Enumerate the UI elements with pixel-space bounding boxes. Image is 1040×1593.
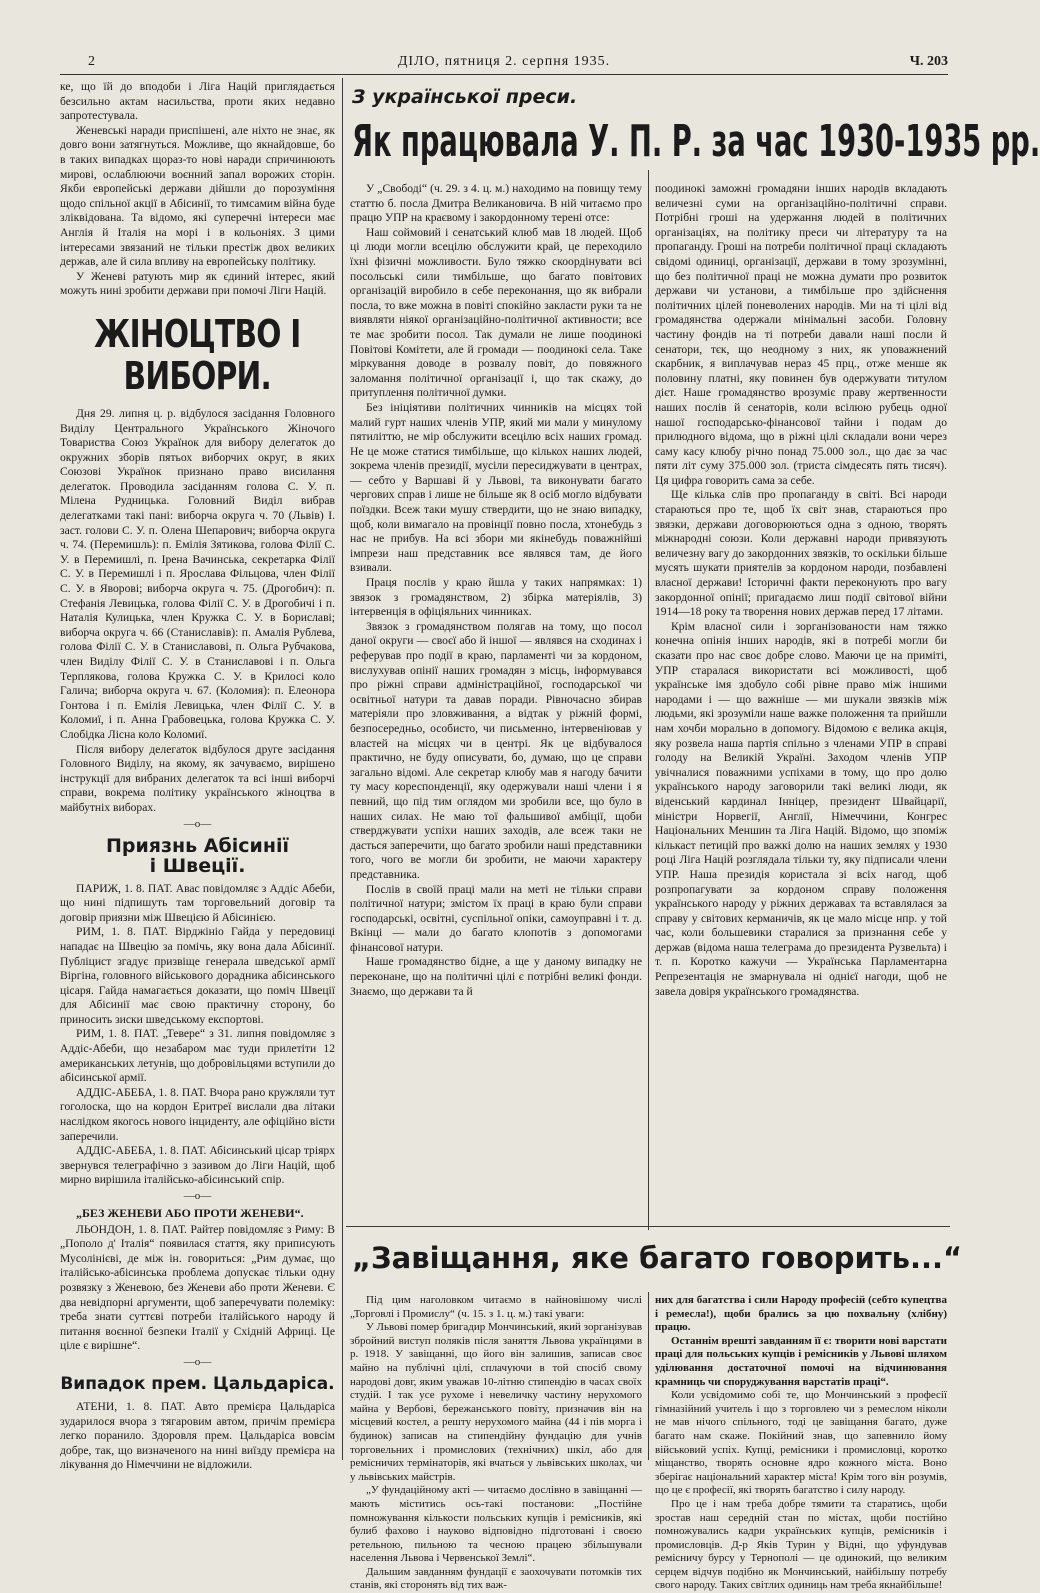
paragraph: АДДІС-АБЕБА, 1. 8. ПАТ. Абісинський цісар тріярх звернувся телеграфічно з зазивом до Ліги Націй, щоб мирно вирішила італійсько-абісинський спір. (60, 1144, 335, 1187)
column-rule-middle (648, 170, 649, 1230)
paragraph: Дня 29. липня ц. р. відбулося засідання Головного Виділу Центрального Українського Жіночого Товариства Союз Українок для вибору делегаток до окружних зборів пятьох виборчих округ, в яких Союзові Українок признано право висилання делегаток. Проводила засіданням голова С. У. п. Мілена Рудницька. Головний Виділ вибрав делегатками такі пані: виборча округа ч. 70 (Львів) І. заст. голови С. У. п. Олена Шепарович; виборча округа ч. 74. (Перемишль): п. Емілія Зятикова, голова Філії С. У. в Перемишлі, п. Ірена Вачинська, секретарка Філії С. У. в Перемишлі і п. Ярослава Фільцова, член Філії С. У. в Яворові; виборча округа ч. 75. (Дрогобич): п. Стефанія Левицька, голова Філії С. У. в Дрогобичі і п. Наталія Кулицька, член Кружка С. У. в Бориславі; виборча округа ч. 66 (Станиславів): п. Амалія Рублева, голова Філії С. У. в Станиславові, п. Ольга Рубчакова, член Виділу Філії С. У. в Станиславові і п. Ольга Терплякова, голова Кружка С. У. в Крилосі коло Галича; виборча округа ч. 67. (Коломия): п. Елеонора Гонтова і п. Емілія Левицька, член Філії С. У. в Коломиї, і п. Анна Грабовецька, голова Кружка С. У. Слобідка Лісна коло Коломиї. (60, 406, 335, 741)
geneva-notes-article (60, 80, 335, 299)
accident-article (60, 1400, 335, 1473)
separator: —o— (183, 1190, 212, 1202)
paragraph: Наш соймовий і сенатський клюб мав 18 людей. Щоб ці люди могли всецілю обслужити край, це переходило їхні фізичні можливости. Було тяжко скоордінувати всі посольські сили тимбільше, що багато повітових організацій виробило в себе переконання, що як вибрали посла, то вже можна в повіті спокійно закласти руки та не виявляти ніякої організаційно-політичної активности; все те має зробити посол. Так думали не лише поодинокі Повітові Комітети, але й громади — поодинокі села. Таке міркування доводе в розвалу повіт, до повяжного заломання політичної організації і, що так скажу, до притуплення політичної думки. (350, 225, 642, 400)
upr-kicker: З української преси. (352, 86, 578, 108)
header-rule (60, 74, 948, 75)
geneva-article (60, 1223, 335, 1354)
page-number: 2 (88, 54, 95, 69)
paragraph: Про це і нам треба добре тямити та старатись, щоби зростав наш середній стан по містах, щоби постійно помножувались кадри українських купців, ремісників і промисловців. Д-р Яків Турин у Відні, що уфундував ремісничу бурсу у Тернополі — це одинокий, що великим серцем відчув подібно як Мончинський, найбільшу потребу свого народу. Таких світлих одиниць нам треба якнайбільше! (655, 1497, 947, 1592)
paragraph: Послів в своїй праці мали на меті не тільки справи політичної натури; змістом їх праці в краю були справи господарські, освітні, суспільної опіки, самоуправні і т. д. Вкінці — мали до багато клопотів з допомогами фінансової натури. (350, 882, 642, 954)
section-rule (346, 1226, 950, 1227)
separator: —o— (183, 817, 212, 830)
paragraph: поодинокі заможні громадяни інших народів вкладають величезні суми на організаційно-політичні справи. Потрібні гроші на удержання людей в політичних організаціях, на політику преси чи літературу та на пропаганду. Гроші на потреби політичної праці складають свідомі одиниці, організації, держави в тому зрозумінні, що без політичної праці не можна думати про розвиток держави чи установи, а тимбільше про здійснення політичних цілей поневолених народів. Ми на ті цілі від громадянства одержали мінімальні засоби. Головну частину фондів на ті потреби давали наші посли й сенатори, тєк, що неодному з них, як уповажнений скарбник, я виплачував нераз 45 прц., отже менше як половину платні, яку повинен був одержувати титулом дієт. Наше громадянство врозуміє праву жертвенности наших послів й сенаторів, коли всілюю рубець одної нашої господарсько-фінансової тайни і подам до прилюдного відома, що в ріжні цілі складали вони через саму касу клюбу річно понад 75.000 зол., що дає за час пяти літ суму 375.000 зол. (триста сімдесять пять тисяч). Ця цифра говорить сама за себе. (655, 182, 947, 487)
paragraph: Коли усвідомимо собі те, що Мончинський з професії гімназійний учитель і що з торговлею чи з ремеслом ніколи не мав нічого спільного, тоді це завіщання багато, дуже багато нам скаже. Покійний знав, що запевнило йому військовий успіх. Купці, ремісники і промисловці, коротко міщанство, творять основне ядро кожного міста. Воно зберігає національний характер міста! Крім того він розумів, що це є професії, які творять багатство і силу народу. (655, 1389, 947, 1497)
upr-headline-box (352, 116, 1040, 176)
women-headline: ЖІНОЦТВО І ВИБОРИ. (94, 311, 301, 398)
paragraph: АДДІС-АБЕБА, 1. 8. ПАТ. Вчора рано кружляли тут гоголоска, що на кордон Еритреї вислали два літаки наслідком якогось нового інциденту, але офіційно вісти заперечили. (60, 1085, 335, 1143)
upr-headline: Як працювала У. П. Р. за час 1930-1935 рр. (352, 116, 1040, 167)
paragraph: Дальшим завданням фундації є заохочувати потомків тих станів, які сторонять від тих важ- (350, 1565, 642, 1592)
testament-column-right (655, 1294, 947, 1592)
paragraph: Без ініціятиви політичних чинників на місцях той малий гурт наших членів УПР, який ми мали у минулому пятиліттю, не мір обслужити всецілю всіх наших громад. Не це може статися тимбільше, що кількох наших людей, зокрема членів президії, мусіли пересиджувати в центрах, — себто у Варшаві й у Львові, та виконувати багато чергових справ і лише не більше як 8 осіб могло відбувати поїздки. Всеж таки мушу ствердити, що не знаю випадку, щоб, коли вимагало на провінції повно посла, хтонебудь з нас не прибув. На всі збори ми якінебудь поважнійші імпрези наш представник все являвся там, де його взивали. (350, 400, 642, 575)
abyssinia-headline (60, 836, 335, 876)
testament-headline: „Завіщання, яке багато говорить...“ (352, 1241, 963, 1275)
accident-headline: Випадок прем. Цальдаріса. (60, 1373, 335, 1394)
paragraph: У „Свободі“ (ч. 29. з 4. ц. м.) находимо на повищу тему статтю б. посла Дмитра Великановича. В ній читаємо про працю УПР на краєвому і закордонному терені отсе: (350, 182, 642, 225)
geneva-subhead: „БЕЗ ЖЕНЕВИ АБО ПРОТИ ЖЕНЕВИ“. (76, 1206, 304, 1220)
paragraph: них для багатства і сили Народу професій (себто купецтва і ремесла!), щоби брались за цю похвальну (хлібну) працю. (655, 1294, 947, 1334)
headline-line: Приязнь Абісинії (105, 834, 290, 857)
headline-line: і Швеції. (149, 854, 246, 877)
paragraph: РИМ, 1. 8. ПАТ. Вірджініо Гайда у передовиці нападає на Швецію за помічь, яку вона дала Абісинії. Публіцист згадує призвіще генерала шведської армії Віргіна, головного військового дорадника абісинського цісаря. Гайда намагається доказати, що поміч Швеції для Абісинії має свою практичну сторону, бо приносить зиски шведському експортові. (60, 925, 335, 1026)
paragraph: Ще кілька слів про пропаганду в світі. Всі народи стараються про те, щоб їх світ знав, стараються про звязки, держави договорюються одна з одною, творять міжнародні союзи. Коли державні народи привязують величезну вагу до закордонних звязків, то оскільки більше мусять шукати приятелів за кордоном народи, позбавлені власної держави! Історичні факти переконують про вагу закордонної опінії; пригадаємо лиш події світової війни 1914—18 року та творення нових держав перед 17 літами. (655, 488, 947, 619)
testament-column-middle (350, 1294, 643, 1592)
testament-headline-box (352, 1236, 963, 1286)
paragraph: Останнім врешті завданням її є: творити нові варстати праці для польських купців і ремісників у Львові шляхом уділювання достаточної помочі на відчинювання крамниць чи споруджування варстатів праці“. (655, 1334, 947, 1388)
paragraph: У Женеві ратують мир як єдиний інтерес, який можуть нині зробити держави при помочі Ліги Націй. (60, 269, 335, 298)
upr-column-middle (350, 182, 642, 1226)
paragraph: Під цим наголовком читаємо в найновішому числі „Торговлі і Промислу“ (ч. 15. з 1. ц. м.) такі уваги: (350, 1294, 642, 1320)
left-column (60, 80, 335, 1472)
separator: —o— (183, 1355, 212, 1368)
paragraph: АТЕНИ, 1. 8. ПАТ. Авто премієра Цальдаріса зударилося вчора з тягаровим автом, причім премієра легко поранило. Здоровля прем. Цальдаріса вовсім добре, так, що визначеного на нині виїзду премієра на лікування до Німеччини не відложили. (60, 1399, 335, 1472)
page-header (60, 52, 948, 76)
paragraph: РИМ, 1. 8. ПАТ. „Тевере“ з 31. липня повідомляє з Аддіс-Абеби, що незабаром має туди прилетіти 12 американських летунів, що добровільцями вступили до абісинської армії. (60, 1027, 335, 1085)
paragraph: Наше громадянство бідне, а ще у даному випадку не переконане, що на політичні цілі є потрібні великі фонди. Знаємо, що держави та й (350, 955, 642, 998)
column-rule-left (342, 78, 343, 1460)
upr-column-right (655, 182, 947, 1226)
paragraph: Після вибору делегаток відбулося друге засідання Головного Виділу, на якому, як зачуваємо, вирішено інструкції для вибраних делегаток та всі інші виборчі справи, вокрема політику українського жіноцтва в майбутніх виборах. (60, 742, 335, 814)
issue-number: Ч. 203 (909, 54, 948, 69)
paragraph: ПАРИЖ, 1. 8. ПАТ. Авас повідомляє з Аддіс Абеби, що нині підпишуть там торговельний договір та договір приязни між Швецією й Абісинією. (60, 881, 335, 924)
column-rule-middle-lower (648, 1292, 649, 1460)
paragraph: Крім власної сили і зорганізованости нам тяжко конечна опінія інших народів, які в потребі могли би сказати про нас своє добре слово. Маючи це на приміті, УПР старалася використати всі можливості, щоб українське імя здобуло собі рівне право між іншими народами і — що важніше — ми шукали звязків між людьми, які зрозуміли наше важке положення та прийшли нам хочби морально в допомогу. Відомою є велика акція, яку розвела наша партія спільно з членами УПР в справі голоду на Великій Україні. Заходом членів УПР увічналися поважними успіхами в тому, що про долю українського народу заговорили такі великі люди, як віденський кардинал Інніцер, президент Швайцарії, міністри Норвегії, Англії, Німеччини, Конгрес Національних Меншин та Ліга Націй. Відомо, що зпоміж кількаст петицій про важкі долю на наших землях у 1930 році Ліга Націй розглядала тільки ту, яку підписали члени УПР. Наша президія користала зі всіх нагод, щоб розпропагувати за кордоном справу положення українського народу у ріжних державах та вставлялася за справу у світових керманичів, як це мало місце нпр. у той час, коли большевики старалися за признання себе у держав (відома наша телеграма до президента Рузвельта) і т. п. Коротко кажучи — Українська Парламентарна Репрезентація не змарнувала ні однієї нагоди, щоб не завела довіря українського громадянства. (655, 619, 947, 998)
paragraph: У Львові помер бригадир Мончинський, який зорганізував збройний виступ поляків після заняття Львова українцями в р. 1918. У завіщанні, що його він залишив, записав своє майно на публічні цілі, сплачуючи в той спосіб свому народові довг, яким уважав 10-літню стипендію в часах своїх студій. І так усе рухоме і невеличку частину нерухомого майна у Вербові, бережанського повіту, призначив він на місцевий костел, а решту нерухомого майна (44 і пів морга і будинок) записав на стипендійну фундацію для учнів торговельних і промислових (технічних) шкіл, або для ремісничих термінаторів, які вчаться у львівських школах, чи у львівських майстрів. (350, 1321, 643, 1483)
paragraph: ке, що їй до вподоби і Ліга Націй приглядається безсильно актам насильства, проти яких недавно запротестувала. (60, 80, 335, 123)
women-elections-article (60, 407, 335, 816)
paragraph: „У фундаційному акті — читаємо дослівно в завіщанні — мають міститись ось-такі постанови: „Постійне помножування кількости польських купців і ремісників, які булиб фахово і науково відповідно підготовані і своєю ретельною, пильною та чесною працею збільшували населення Львова і Червенської Землі“. (350, 1484, 642, 1565)
paragraph: Праця послів у краю йшла у таких напрямках: 1) звязок з громадянством, 2) збірка матеріялів, 3) інтервенція в офіціяльних чинниках. (350, 576, 642, 619)
newspaper-dateline: ДІЛО, пятниця 2. серпня 1935. (397, 54, 611, 69)
abyssinia-article (60, 882, 335, 1188)
paragraph: Звязок з громадянством полягав на тому, що посол даної округи — своєї або й іншої — являвся на сходинах і реферував про події в краю, парламенті чи за кордоном, вислухував опінії наших громадян з місць, інформувався про ріжні справи адміністраційної, господарської чи освітньої натури та давав поради. Рівночасно збирав матеріяли про зловживання, а відтак у ріжній формі, безпосередньо, особисто, чи письменно, інтервеніював у властей на місцях чи в центрі. Як це відбувалося практично, не буду описувати, бо, думаю, що це справи загально відомі. Але секретар клюбу мав я нагоду бачити ту масу кореспонденції, яку одержували наші члени і я певний, що під тим оглядом ми зробили все, що було в наших силах. Не маю тої фальшивої амбіції, щоби стверджувати успіхи наших заходів, але всеж таки не дасться заперечити, що багато зробили наші представники того, чого ве могли би зробити, не маючи характеру представника. (350, 619, 642, 881)
paragraph: Женевські наради приспішені, але ніхто не знає, як довго вони затягнуться. Можливе, що якнайдовше, бо в таких випадках щораз-то нові наради спричинюють мирові, ослаблюючи воєнний запал ворожих сторін. Якби европейські держави дійшли до порозуміння щодо спільної акції в Абісинії, то тимсамим війна буде зліквідована. Та відомо, які суперечні інтереси має Англія й Італія на морі і в кольоніях. З цими інтересами звязаний не тільки престіж двох великих держав, але й сила впливу на европейську політику. (60, 123, 335, 269)
paragraph: ЛЬОНДОН, 1. 8. ПАТ. Райтер повідомляє з Риму: В „Пополо д' Італія“ появилася стаття, яку приписують Мусолінієві, де між ін. говориться: „Рим думає, що італійсько-абісинська проблема допускає тільки одну розвязку з Женевою, без Женеви або проти Женеви. Є два невідпорні аргументи, щоб заперечувати полеміку: треба знати суттєві потреби італійського народу й питання воєнної безпеки Італії у Східній Африці. Це ціле є вирішне“. (60, 1222, 335, 1353)
